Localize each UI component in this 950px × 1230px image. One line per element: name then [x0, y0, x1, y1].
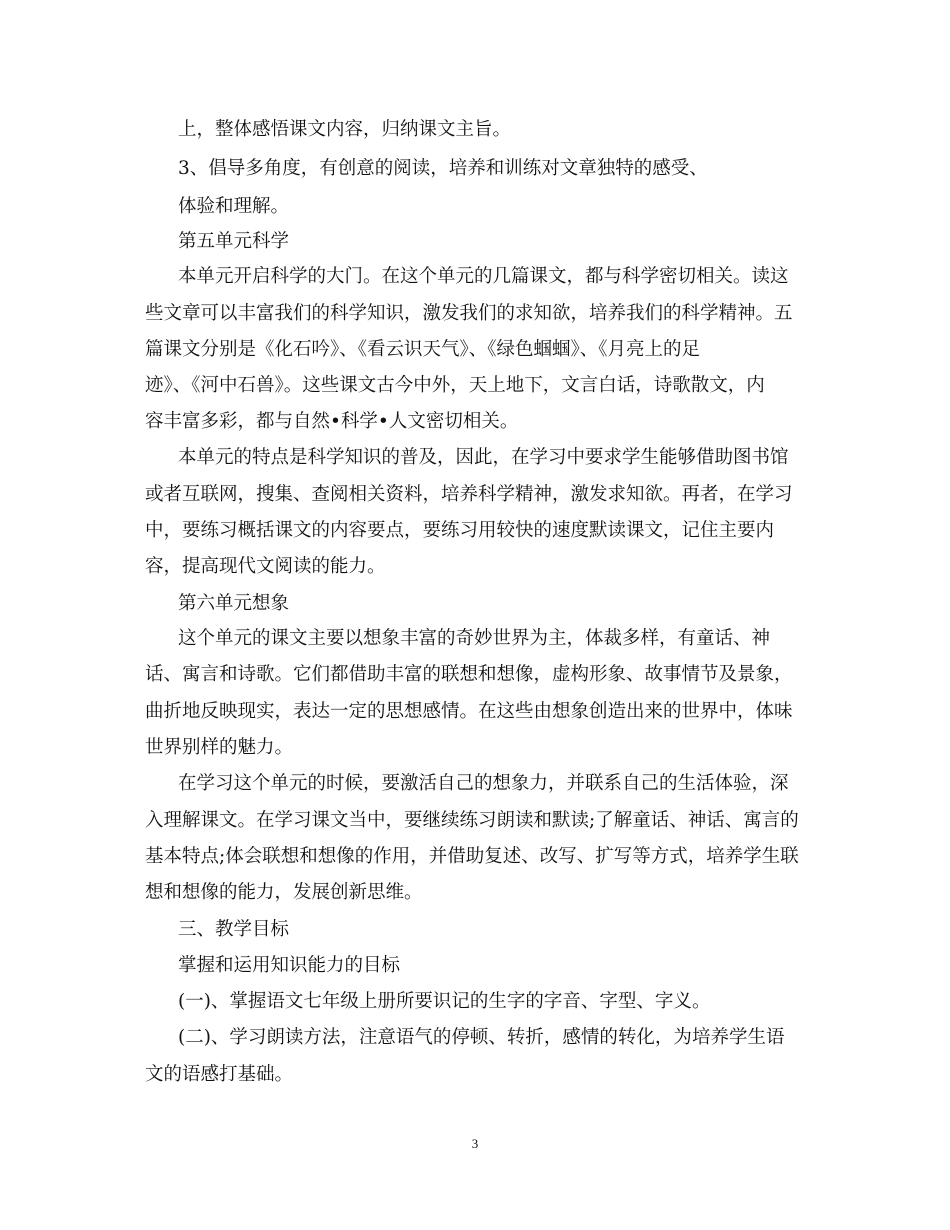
page-number: 3	[471, 1136, 479, 1151]
text-line: 体验和理解。	[178, 196, 290, 217]
text-line: 本单元的特点是科学知识的普及，因此，在学习中要求学生能够借助图书馆	[178, 447, 789, 468]
text-line: 容丰富多彩，都与自然•科学•人文密切相关。	[145, 411, 519, 432]
section-heading: 第五单元科学	[178, 231, 290, 252]
text-line: 中，要练习概括课文的内容要点，要练习用较快的速度默读课文，记住主要内	[145, 520, 775, 541]
section-heading: 掌握和运用知识能力的目标	[178, 955, 401, 976]
text-line: 文的语感打基础。	[145, 1064, 294, 1085]
text-line: 些文章可以丰富我们的科学知识，激发我们的求知欲，培养我们的科学精神。五	[145, 303, 793, 324]
text-line: (二)、学习朗读方法，注意语气的停顿、转折，感情的转化，为培养学生语	[178, 1027, 785, 1048]
text-line: 这个单元的课文主要以想象丰富的奇妙世界为主，体裁多样，有童话、神	[178, 628, 771, 649]
section-heading: 三、教学目标	[178, 919, 290, 940]
section-heading: 第六单元想象	[178, 593, 290, 614]
text-line: 本单元开启科学的大门。在这个单元的几篇课文，都与科学密切相关。读这	[178, 266, 789, 287]
text-line: 入理解课文。在学习课文当中，要继续练习朗读和默读;了解童话、神话、寓言的	[145, 810, 799, 831]
text-line: 世界别样的魅力。	[145, 737, 294, 758]
text-line: 话、寓言和诗歌。它们都借助丰富的联想和想像，虚构形象、故事情节及景象，	[145, 664, 793, 685]
text-line: 或者互联网，搜集、查阅相关资料，培养科学精神，激发求知欲。再者，在学习	[145, 484, 793, 505]
text-line: 迹》、《河中石兽》。这些课文古今中外，天上地下，文言白话，诗歌散文，内	[145, 375, 765, 396]
text-line: (一)、掌握语文七年级上册所要识记的生字的字音、字型、字义。	[178, 991, 711, 1012]
text-line: 在学习这个单元的时候，要激活自己的想象力，并联系自己的生活体验，深	[178, 773, 789, 794]
text-line: 容，提高现代文阅读的能力。	[145, 556, 386, 577]
text-line: 想和想像的能力，发展创新思维。	[145, 882, 423, 903]
text-line: 3、倡导多角度，有创意的阅读，培养和训练对文章独特的感受、	[178, 158, 708, 179]
text-line: 曲折地反映现实，表达一定的思想感情。在这些由想象创造出来的世界中，体味	[145, 701, 793, 722]
text-line: 篇课文分别是《化石吟》、《看云识天气》、《绿色蝈蝈》、《月亮上的足	[145, 339, 701, 360]
text-line: 基本特点;体会联想和想像的作用，并借助复述、改写、扩写等方式，培养学生联	[145, 846, 799, 867]
text-line: 上，整体感悟课文内容，归纳课文主旨。	[178, 119, 512, 140]
